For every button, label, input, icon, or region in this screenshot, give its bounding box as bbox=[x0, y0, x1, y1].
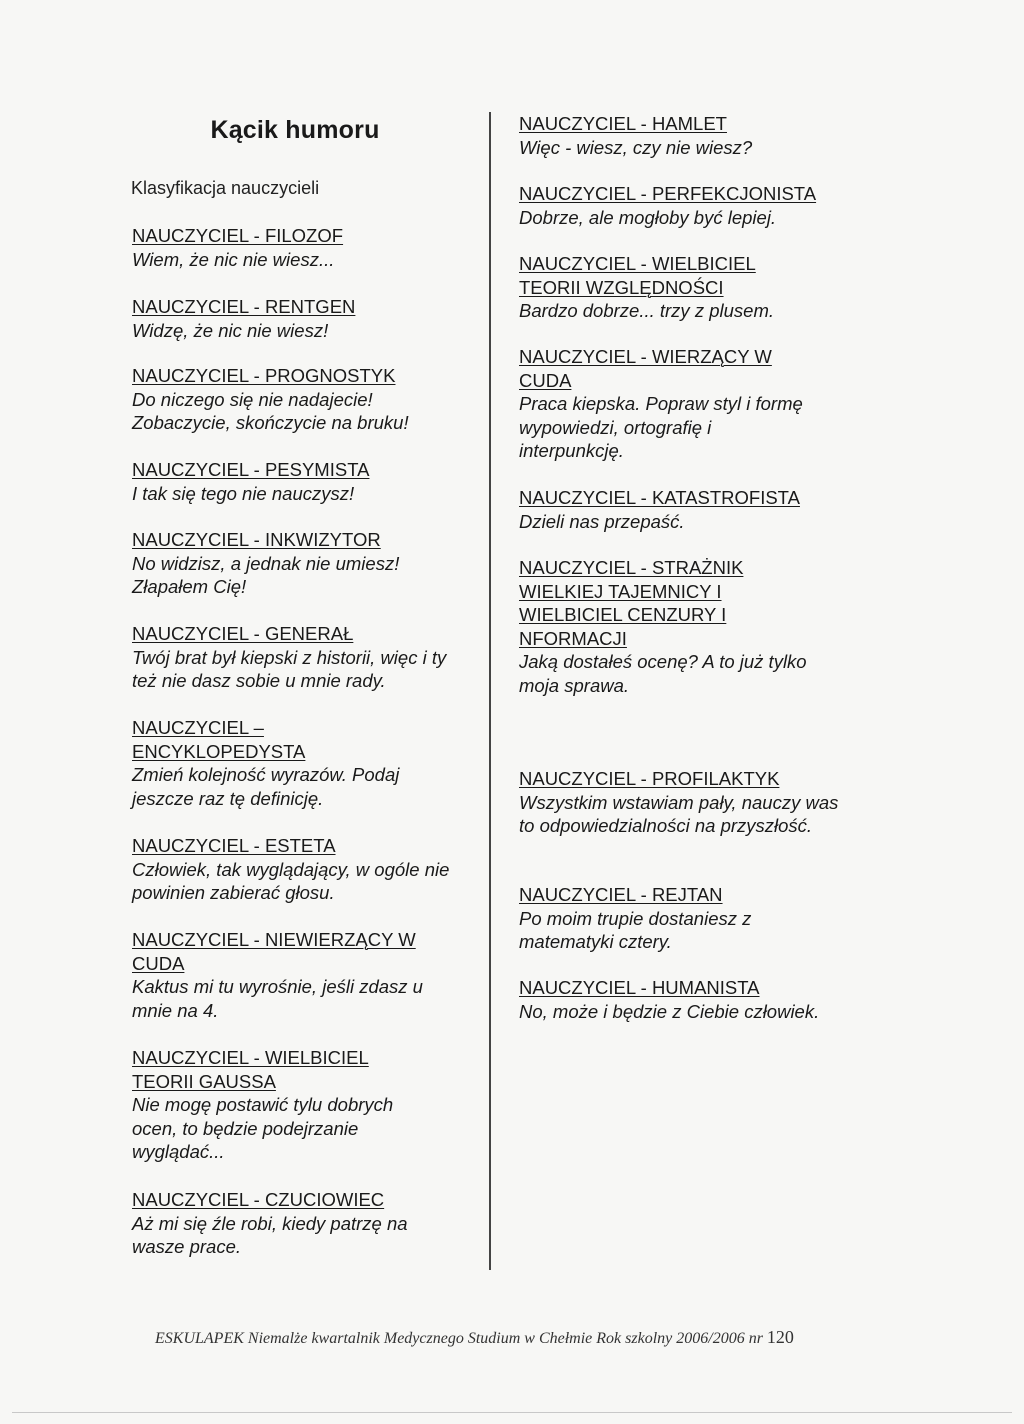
entry-heading: NAUCZYCIEL - FILOZOF bbox=[132, 225, 344, 246]
entry-right-8 bbox=[519, 976, 864, 1023]
entry-heading: NAUCZYCIEL - WIELBICIEL TEORII GAUSSA bbox=[132, 1047, 369, 1092]
entry-heading: NAUCZYCIEL - PESYMISTA bbox=[132, 459, 370, 480]
entry-heading: NAUCZYCIEL - PROFILAKTYK bbox=[519, 768, 780, 789]
entry-quote: Kaktus mi tu wyrośnie, jeśli zdasz u mnie na 4. bbox=[132, 976, 423, 1021]
entry-quote: Po moim trupie dostaniesz z matematyki cztery. bbox=[519, 907, 752, 952]
scan-edge-line bbox=[12, 1412, 1012, 1413]
page-footer bbox=[155, 1327, 875, 1348]
entry-quote: I tak się tego nie nauczysz! bbox=[132, 482, 355, 504]
entry-right-5 bbox=[519, 556, 864, 767]
entry-heading: NAUCZYCIEL - NIEWIERZĄCY W CUDA bbox=[132, 929, 416, 974]
entry-heading: NAUCZYCIEL - KATASTROFISTA bbox=[519, 487, 800, 508]
entry-quote: Twój brat był kiepski z historii, więc i ty też nie dasz sobie u mnie rady. bbox=[132, 646, 447, 691]
entry-heading: NAUCZYCIEL - STRAŻNIK WIELKIEJ TAJEMNICY I WIELBICIEL CENZURY I NFORMACJI bbox=[519, 557, 744, 649]
entry-left-10 bbox=[132, 1188, 477, 1259]
entry-heading: NAUCZYCIEL – ENCYKLOPEDYSTA bbox=[132, 717, 306, 762]
entry-right-7 bbox=[519, 883, 864, 976]
entry-quote: Dobrze, ale mogłoby być lepiej. bbox=[519, 206, 777, 228]
entry-heading: NAUCZYCIEL - REJTAN bbox=[519, 884, 723, 905]
column-divider bbox=[489, 112, 491, 1270]
entry-quote: No, może i będzie z Ciebie człowiek. bbox=[519, 1000, 820, 1022]
entry-heading: NAUCZYCIEL - HAMLET bbox=[519, 113, 727, 134]
entry-left-1 bbox=[132, 295, 477, 364]
entry-quote: Dzieli nas przepaść. bbox=[519, 510, 685, 532]
entry-left-0 bbox=[132, 224, 477, 295]
entry-left-5 bbox=[132, 622, 477, 716]
footer-text: ESKULAPEK Niemalże kwartalnik Medycznego Studium w Chełmie Rok szkolny 2006/2006 nr bbox=[155, 1330, 763, 1347]
entry-heading: NAUCZYCIEL - RENTGEN bbox=[132, 296, 356, 317]
page-number: 120 bbox=[766, 1327, 794, 1347]
right-column bbox=[519, 112, 864, 1023]
page-subtitle: Klasyfikacja nauczycieli bbox=[131, 178, 320, 198]
entry-quote: Wszystkim wstawiam pały, nauczy was to odpowiedzialności na przyszłość. bbox=[519, 791, 839, 836]
entry-heading: NAUCZYCIEL - ESTETA bbox=[132, 835, 336, 856]
entry-quote: No widzisz, a jednak nie umiesz! Złapałem Cię! bbox=[132, 552, 400, 597]
entry-left-7 bbox=[132, 834, 477, 928]
entry-quote: Człowiek, tak wyglądający, w ogóle nie powinien zabierać głosu. bbox=[132, 858, 450, 903]
entry-left-8 bbox=[132, 928, 477, 1046]
entry-right-4 bbox=[519, 486, 864, 556]
entry-quote: Bardzo dobrze... trzy z plusem. bbox=[519, 300, 774, 321]
entry-quote: Do niczego się nie nadajecie! Zobaczycie, skończycie na bruku! bbox=[132, 388, 409, 433]
entry-quote: Wiem, że nic nie wiesz... bbox=[132, 248, 335, 270]
entry-quote: Nie mogę postawić tylu dobrych ocen, to będzie podejrzanie wyglądać... bbox=[132, 1094, 394, 1162]
entry-right-1 bbox=[519, 182, 864, 252]
entry-heading: NAUCZYCIEL - WIELBICIEL TEORII WZGLĘDNOŚCI bbox=[519, 253, 756, 298]
entry-right-3 bbox=[519, 345, 864, 486]
entry-quote: Widzę, że nic nie wiesz! bbox=[132, 319, 329, 341]
entry-left-6 bbox=[132, 716, 477, 834]
entry-right-2 bbox=[519, 252, 864, 345]
entry-heading: NAUCZYCIEL - HUMANISTA bbox=[519, 977, 760, 998]
entry-left-4 bbox=[132, 528, 477, 622]
entry-right-6 bbox=[519, 767, 864, 883]
entry-right-0 bbox=[519, 112, 864, 182]
entry-quote: Więc - wiesz, czy nie wiesz? bbox=[519, 136, 753, 158]
entry-quote: Jaką dostałeś ocenę? A to już tylko moja sprawa. bbox=[519, 651, 807, 696]
entry-quote: Aż mi się źle robi, kiedy patrzę na wasze prace. bbox=[132, 1212, 408, 1257]
entry-heading: NAUCZYCIEL - GENERAŁ bbox=[132, 623, 354, 644]
entry-left-2 bbox=[132, 364, 477, 458]
entry-left-9 bbox=[132, 1046, 477, 1188]
entry-quote: Praca kiepska. Popraw styl i formę wypowiedzi, ortografię i interpunkcję. bbox=[519, 393, 803, 461]
entry-heading: NAUCZYCIEL - INKWIZYTOR bbox=[132, 529, 381, 550]
entry-left-3 bbox=[132, 458, 477, 528]
left-column bbox=[132, 224, 477, 1259]
entry-heading: NAUCZYCIEL - PERFEKCJONISTA bbox=[519, 183, 817, 204]
entry-heading: NAUCZYCIEL - CZUCIOWIEC bbox=[132, 1189, 385, 1210]
page-title: Kącik humoru bbox=[210, 116, 380, 144]
entry-heading: NAUCZYCIEL - PROGNOSTYK bbox=[132, 365, 396, 386]
entry-heading: NAUCZYCIEL - WIERZĄCY W CUDA bbox=[519, 346, 772, 391]
entry-quote: Zmień kolejność wyrazów. Podaj jeszcze raz tę definicję. bbox=[132, 764, 400, 809]
